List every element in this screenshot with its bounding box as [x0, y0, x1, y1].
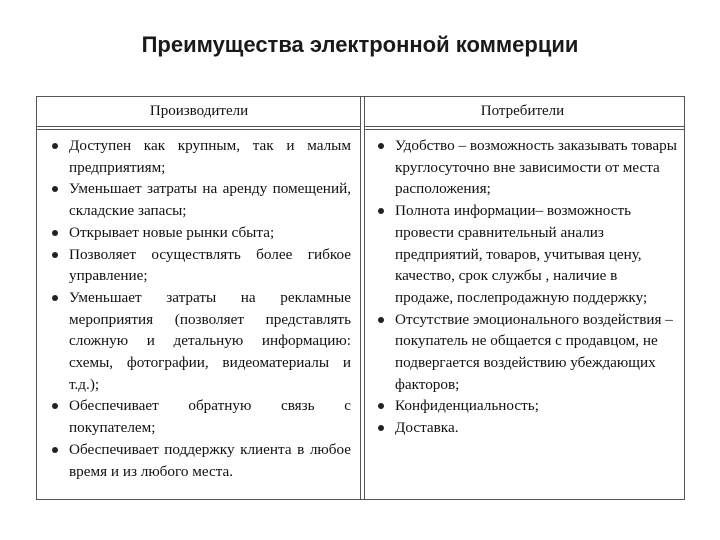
bullet-icon: [378, 403, 384, 409]
column-header-producers: Производители: [149, 103, 249, 119]
list-item: [49, 222, 351, 244]
list-item-text: Отсутствие эмоционального воздействия – покупатель не общается с продавцом, не подвергается воздействию убеждающих факторов;: [395, 310, 673, 393]
bullet-icon: [52, 143, 58, 149]
bullet-icon: [378, 143, 384, 149]
list-item: [375, 200, 677, 309]
list-item-text: Обеспечивает обратную связь с покупателем;: [69, 397, 351, 437]
list-item: [375, 135, 677, 200]
bullet-icon: [378, 317, 384, 323]
bullet-icon: [52, 252, 58, 258]
bullet-icon: [52, 403, 58, 409]
slide-title: Преимущества электронной коммерции: [141, 32, 579, 57]
list-item-text: Обеспечивает поддержку клиента в любое время и из любого места.: [69, 440, 351, 480]
list-item-text: Полнота информации– возможность провести сравнительный анализ предприятий, товаров, учитывая цену, качество, срок службы , наличие в продаже, послепродажную поддержку;: [395, 202, 648, 306]
bullet-icon: [378, 208, 384, 214]
list-item-text: Доступен как крупным, так и малым предприятиям;: [69, 137, 351, 176]
list-item-text: Уменьшает затраты на аренду помещений, складские запасы;: [69, 180, 351, 220]
list-item-text: Конфиденциальность;: [395, 397, 539, 415]
bullet-icon: [52, 230, 58, 236]
column-divider: [360, 97, 365, 499]
bullet-icon: [378, 425, 384, 431]
producers-list: [49, 135, 351, 482]
list-item-text: Удобство – возможность заказывать товары круглосуточно вне зависимости от места расположения;: [395, 137, 677, 198]
list-item: [49, 287, 351, 396]
list-item: [49, 135, 351, 178]
list-item-text: Позволяет осуществлять более гибкое управление;: [69, 245, 351, 285]
bullet-icon: [52, 447, 58, 453]
list-item: [375, 417, 677, 439]
producers-column: [49, 135, 351, 482]
comparison-table: [36, 96, 685, 500]
bullet-icon: [52, 295, 58, 301]
consumers-column: [375, 135, 677, 439]
list-item-text: Открывает новые рынки сбыта;: [69, 223, 275, 241]
list-item: [49, 395, 351, 438]
bullet-icon: [52, 186, 58, 192]
list-item: [49, 178, 351, 221]
list-item-text: Уменьшает затраты на рекламные мероприятия (позволяет представлять сложную и детальную информацию: схемы, фотографии, видеоматериалы и т.д.);: [69, 288, 351, 393]
list-item: [375, 395, 677, 417]
list-item: [49, 244, 351, 287]
consumers-list: [375, 135, 677, 439]
list-item: [375, 309, 677, 396]
column-header-consumers: Потребители: [480, 103, 565, 119]
list-item-text: Доставка.: [395, 419, 459, 437]
list-item: [49, 439, 351, 482]
